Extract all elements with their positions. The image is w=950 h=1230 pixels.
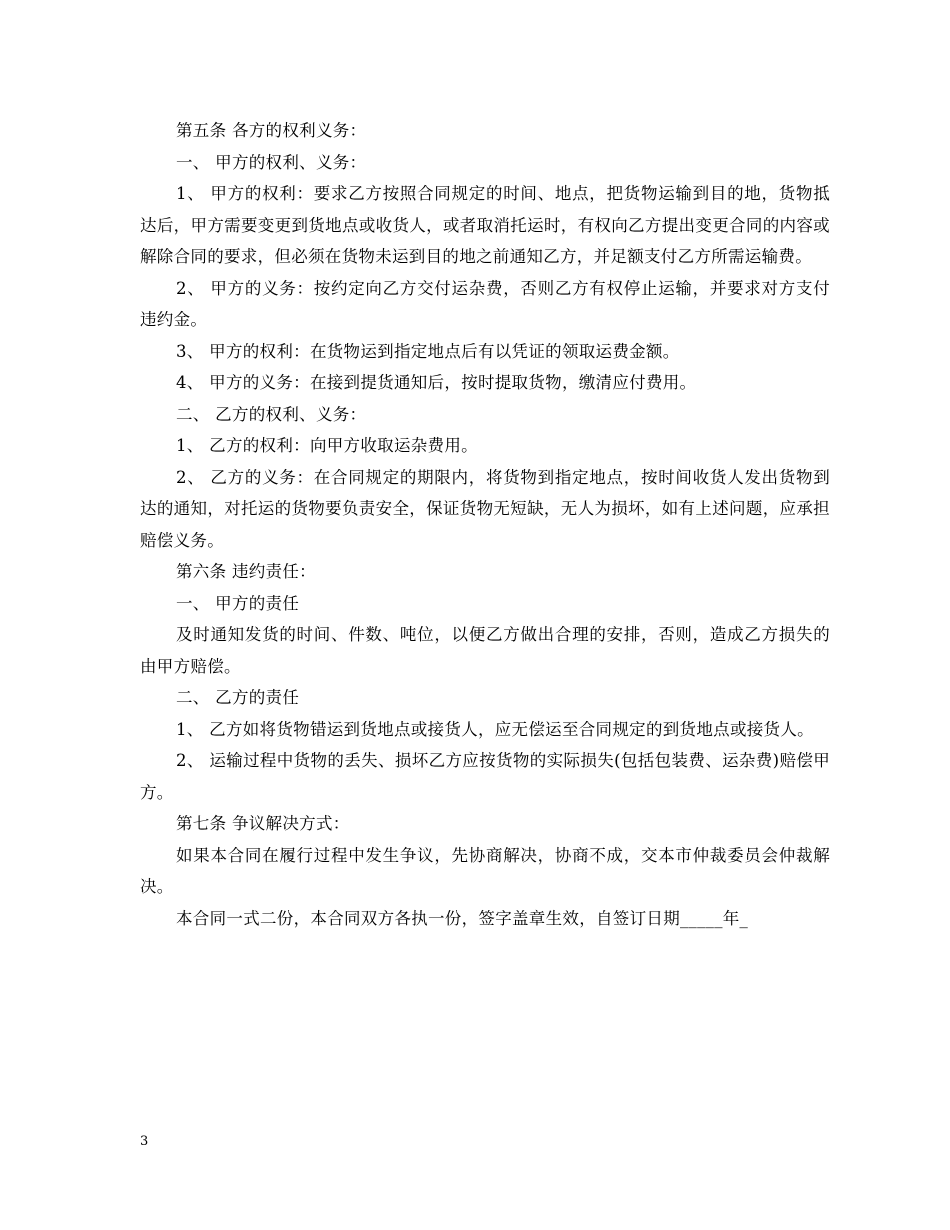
party-a-liability-text: 及时通知发货的时间、件数、吨位，以便乙方做出合理的安排，否则，造成乙方损失的由甲方赔偿。 xyxy=(140,625,830,676)
page-number: 3 xyxy=(140,1134,149,1149)
party-b-liability-1: 1、 乙方如将货物错运到货地点或接货人，应无偿运至合同规定的到货地点或接货人。 xyxy=(176,719,814,739)
document-body xyxy=(140,115,830,934)
party-a-obligation-2: 2、 甲方的义务：按约定向乙方交付运杂费，否则乙方有权停止运输，并要求对方支付违约金。 xyxy=(140,278,830,329)
article-5-heading: 第五条 各方的权利义务： xyxy=(176,121,367,140)
party-a-obligation-4: 4、 甲方的义务：在接到提货通知后，按时提取货物，缴清应付费用。 xyxy=(176,373,697,392)
article-6-heading: 第六条 违约责任： xyxy=(176,562,316,581)
party-a-right-3: 3、 甲方的权利：在货物运到指定地点后有以凭证的领取运费金额。 xyxy=(176,341,680,361)
article-7-heading: 第七条 争议解决方式： xyxy=(176,814,350,833)
party-b-right-1: 1、 乙方的权利：向甲方收取运杂费用。 xyxy=(176,436,478,455)
contract-copies-text: 本合同一式二份，本合同双方各执一份，签字盖章生效，自签订日期_____年_ xyxy=(176,908,749,928)
party-a-right-1: 1、 甲方的权利：要求乙方按照合同规定的时间、地点，把货物运输到目的地，货物抵达后，甲方需要变更到货地点或收货人，或者取消托运时，有权向乙方提出变更合同的内容或解除合同的要求，但必须在货物未运到目的地之前通知乙方，并足额支付乙方所需运输费。 xyxy=(140,184,830,266)
party-a-rights-obligations-heading: 一、 甲方的权利、义务： xyxy=(176,152,367,172)
party-a-liability-heading: 一、 甲方的责任 xyxy=(176,593,300,613)
party-b-rights-obligations-heading: 二、 乙方的权利、义务： xyxy=(176,404,367,424)
party-b-liability-2: 2、 运输过程中货物的丢失、损坏乙方应按货物的实际损失(包括包装费、运杂费)赔偿甲方。 xyxy=(140,751,830,802)
party-b-obligation-2: 2、 乙方的义务：在合同规定的期限内，将货物到指定地点，按时间收货人发出货物到达的通知，对托运的货物要负责安全，保证货物无短缺，无人为损坏，如有上述问题，应承担赔偿义务。 xyxy=(140,467,830,550)
dispute-resolution-text: 如果本合同在履行过程中发生争议，先协商解决，协商不成，交本市仲裁委员会仲裁解决。 xyxy=(140,845,830,896)
party-b-liability-heading: 二、 乙方的责任 xyxy=(176,688,300,707)
